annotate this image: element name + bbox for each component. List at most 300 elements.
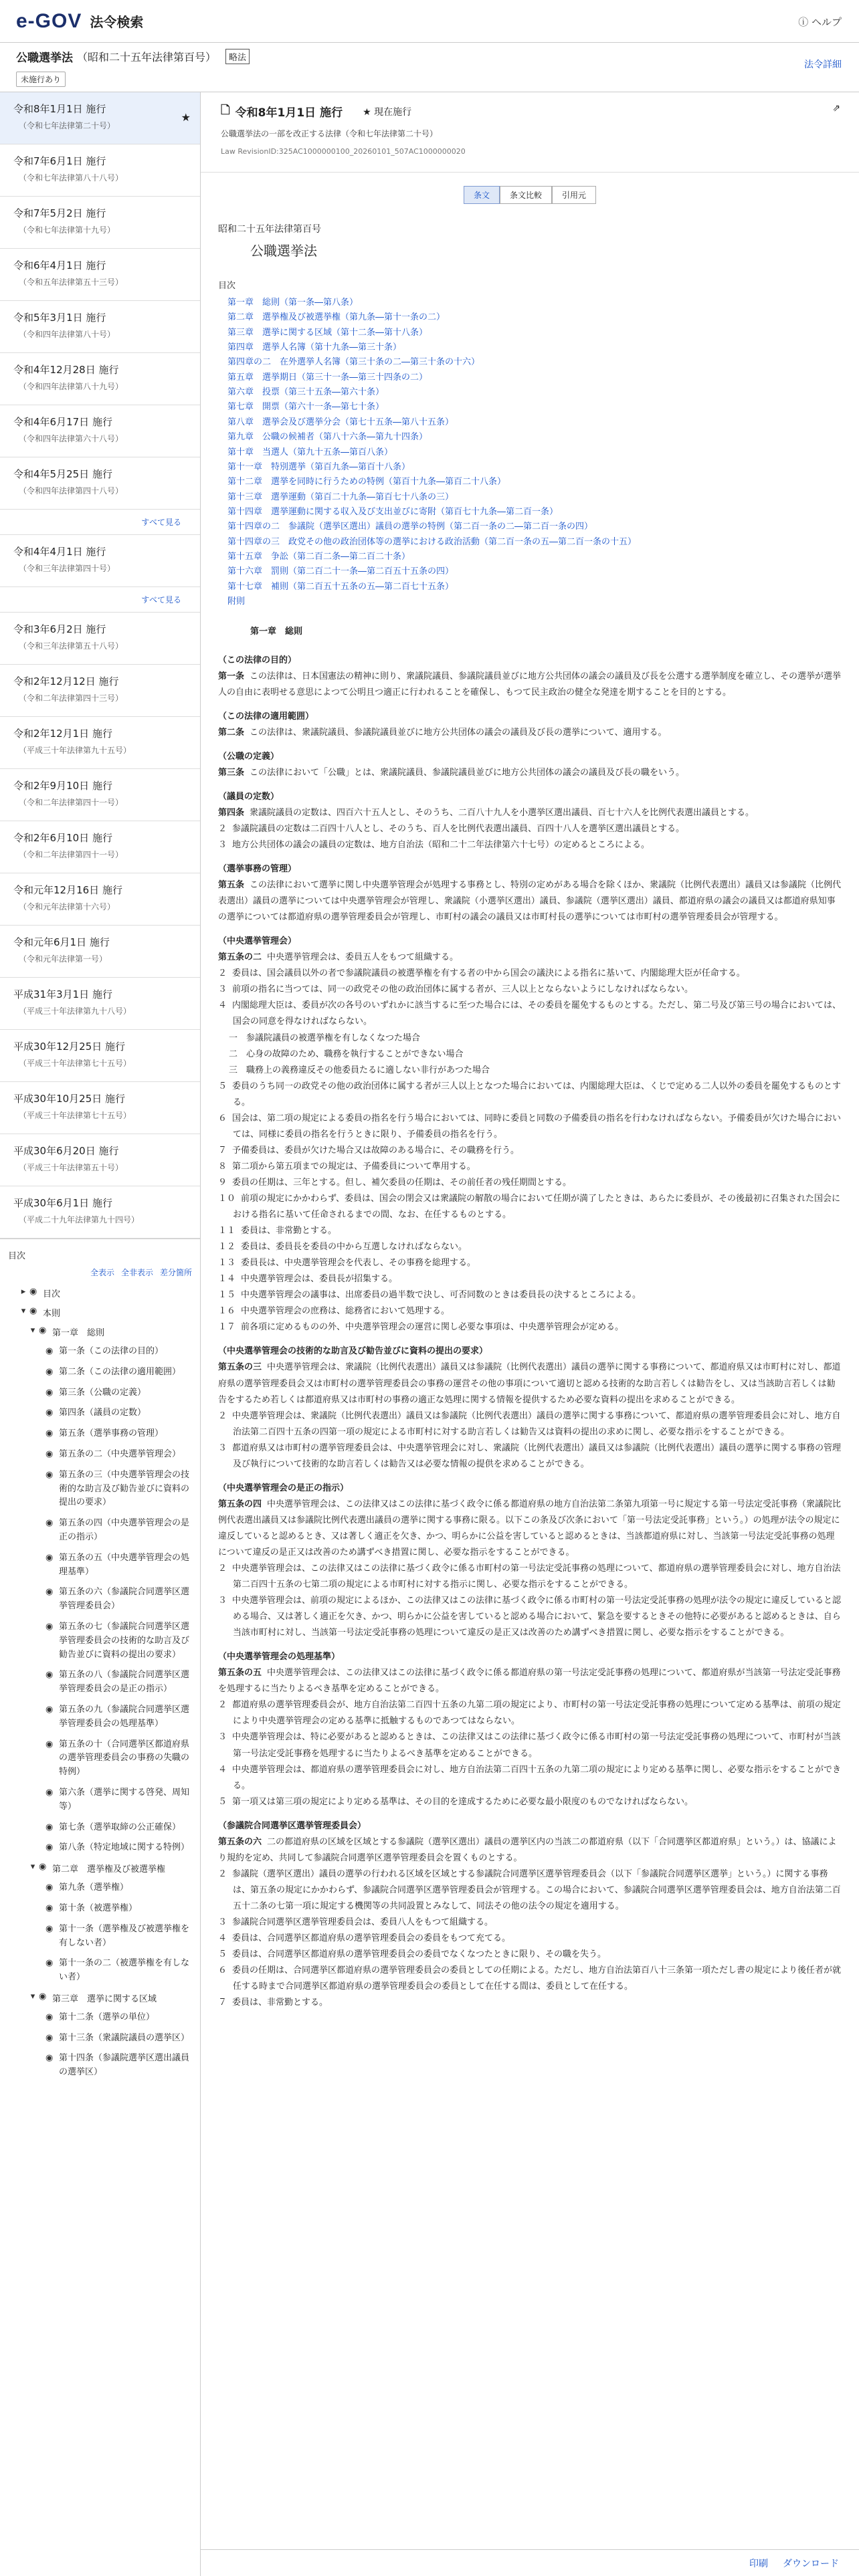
history-item[interactable] bbox=[0, 92, 200, 144]
paragraph bbox=[218, 1159, 842, 1175]
history-date: 令和元年12月16日 施行 bbox=[13, 884, 122, 896]
tab-cited[interactable]: 引用元 bbox=[552, 186, 596, 204]
paragraph-number: ４ bbox=[218, 1933, 227, 1944]
paragraph bbox=[218, 1697, 842, 1729]
item bbox=[218, 1047, 842, 1063]
history-law: （令和元年法律第一号） bbox=[19, 954, 108, 964]
history-date: 令和7年6月1日 施行 bbox=[13, 155, 106, 167]
eye-icon[interactable]: ◉ bbox=[39, 1325, 47, 1335]
paragraph-number: ３ bbox=[218, 1917, 227, 1927]
provision-text: 中央選挙管理会は、特に必要があると認めるときは、この法律又はこの法律に基づく政令に係る市町村の第一号法定受託事務の処理について、市町村が当該第一号法定受託事務を処理するに当たりよるべき基準を定めることができる。 bbox=[232, 1732, 841, 1759]
toc-link[interactable]: 第十章 当選人（第九十五条―第百八条） bbox=[227, 447, 393, 457]
eye-icon[interactable]: ◉ bbox=[45, 1883, 54, 1893]
help-link[interactable]: ⓘ ヘルプ bbox=[798, 16, 842, 28]
chevron-icon[interactable]: ▸ bbox=[21, 1287, 26, 1297]
article bbox=[218, 805, 842, 821]
history-law: （平成二十九年法律第九十四号） bbox=[19, 1215, 140, 1224]
provision-text: 参議院議員の定数は二百四十八人とし、そのうち、百人を比例代表選出議員、百四十八人を選挙区選出議員とする。 bbox=[232, 823, 685, 834]
history-item[interactable] bbox=[0, 353, 200, 405]
toc-tree-item[interactable] bbox=[8, 1403, 192, 1424]
item bbox=[218, 1031, 842, 1047]
paragraph bbox=[218, 966, 842, 982]
provision-text: 国会は、第二項の規定による委員の指名を行う場合においては、同時に委員と同数の予備委員の指名を行わなければならない。予備委員が欠けた場合においては、同様に委員の指名を行うときに限り、予備委員の指名を行う。 bbox=[232, 1113, 842, 1140]
toc-tree-label: 第一条（この法律の目的） bbox=[59, 1346, 164, 1356]
provision-text: この法律は、日本国憲法の精神に則り、衆議院議員、参議院議員並びに地方公共団体の議会の議員及び長を公選する選挙制度を確立し、その選挙が選挙人の自由に表明せる意思によつて公明且つ適正に行われることを確保し、もつて民主政治の健全な発達を期することを目的とする。 bbox=[218, 671, 842, 697]
history-law: （令和七年法律第八十八号） bbox=[19, 173, 124, 183]
toc-link[interactable]: 第四章 選挙人名簿（第十九条―第三十条） bbox=[227, 342, 402, 353]
paragraph-number: ７ bbox=[218, 1145, 227, 1156]
paragraph bbox=[218, 1287, 842, 1303]
revision-history-list bbox=[0, 92, 200, 1239]
document-icon: 🗋 bbox=[221, 104, 230, 117]
toc-tree-label: 第七条（選挙取締の公正確保） bbox=[59, 1822, 181, 1832]
law-title: 公職選挙法 bbox=[250, 242, 317, 259]
history-law: （令和四年法律第四十八号） bbox=[19, 486, 124, 496]
item-number: 三 bbox=[229, 1065, 238, 1075]
toc-tree-item[interactable] bbox=[8, 1953, 192, 1988]
toc-tree-item[interactable] bbox=[8, 1582, 192, 1617]
toc-tree-item[interactable] bbox=[8, 1735, 192, 1783]
toc-tree-label: 第十一条（選挙権及び被選挙権を有しない者） bbox=[59, 1923, 190, 1948]
eye-icon[interactable]: ◉ bbox=[45, 1448, 54, 1459]
article-caption: （参議院合同選挙区選挙管理委員会） bbox=[218, 1820, 367, 1831]
history-date: 平成30年12月25日 施行 bbox=[13, 1041, 126, 1053]
toc-tree-item[interactable] bbox=[8, 1858, 192, 1878]
law-toc bbox=[218, 278, 842, 610]
toc-tree-label: 第五条の九（参議院合同選挙区選挙管理委員会の処理基準） bbox=[59, 1704, 190, 1729]
eye-icon[interactable]: ◉ bbox=[45, 1387, 54, 1398]
toc-tree-item[interactable] bbox=[8, 1362, 192, 1383]
eye-icon[interactable]: ◉ bbox=[39, 1862, 47, 1872]
history-item[interactable] bbox=[0, 613, 200, 665]
history-date: 令和3年6月2日 施行 bbox=[13, 623, 106, 635]
history-item[interactable] bbox=[0, 665, 200, 717]
article-caption: （中央選挙管理会の是正の指示） bbox=[218, 1483, 349, 1493]
eye-icon[interactable]: ◉ bbox=[45, 1518, 54, 1529]
toc-link[interactable]: 第十二章 選挙を同時に行うための特例（第百十九条―第百二十八条） bbox=[227, 477, 506, 488]
eye-icon[interactable]: ◉ bbox=[45, 1552, 54, 1563]
history-item[interactable] bbox=[0, 717, 200, 769]
article-number: 第四条 bbox=[218, 807, 245, 818]
toc-link[interactable]: 第十四章の三 政党その他の政治団体等の選挙における政治活動（第二百一条の五―第二百一条の十五） bbox=[227, 536, 637, 547]
item-number: 一 bbox=[229, 1033, 238, 1043]
toc-tree-item[interactable] bbox=[8, 1513, 192, 1548]
toc-tree-label: 第四条（議員の定数） bbox=[59, 1408, 147, 1418]
article-number: 第五条 bbox=[218, 880, 245, 891]
paragraph-number: １０ bbox=[218, 1193, 236, 1204]
star-icon: ★ bbox=[181, 111, 191, 124]
current-date: 令和8年1月1日 施行 bbox=[235, 106, 343, 120]
history-item[interactable] bbox=[0, 873, 200, 926]
paragraph-number: ３ bbox=[218, 840, 227, 850]
toc-tree-label: 第五条の七（参議院合同選挙区選挙管理委員会の技術的な助言及び勧告並びに資料の提出の要求） bbox=[59, 1621, 190, 1660]
toc-tree-label: 第五条の四（中央選挙管理会の是正の指示） bbox=[59, 1518, 190, 1542]
paragraph-number: １４ bbox=[218, 1274, 236, 1285]
toc-tree-item[interactable] bbox=[8, 1383, 192, 1404]
toc-tree-label: 第五条の二（中央選挙管理会） bbox=[59, 1448, 181, 1459]
toc-tree-item[interactable] bbox=[8, 1988, 192, 2008]
paragraph bbox=[218, 982, 842, 998]
toc-tree-label: 第十四条（参議院選挙区選出議員の選挙区） bbox=[59, 2053, 190, 2078]
provision-text: 中央選挙管理会は、委員長が招集する。 bbox=[241, 1274, 398, 1285]
paragraph-number: ７ bbox=[218, 1998, 227, 2008]
history-item[interactable] bbox=[0, 457, 200, 510]
toc-tree-item[interactable] bbox=[8, 1878, 192, 1899]
toc-panel bbox=[0, 1239, 200, 2092]
eye-icon[interactable]: ◉ bbox=[45, 2032, 54, 2043]
toc-link[interactable]: 第七章 開票（第六十一条―第七十条） bbox=[227, 402, 385, 413]
diff-link[interactable]: 差分箇所 bbox=[159, 1268, 192, 1277]
provision-text: 前各項に定めるものの外、中央選挙管理会の運営に関し必要な事項は、中央選挙管理会が定める。 bbox=[241, 1322, 624, 1333]
history-item[interactable] bbox=[0, 144, 200, 197]
eye-icon[interactable]: ◉ bbox=[29, 1287, 37, 1297]
paragraph-number: ２ bbox=[218, 823, 227, 834]
provision-text: 地方公共団体の議会の議員の定数は、地方自治法（昭和二十二年法律第六十七号）の定めるところによる。 bbox=[232, 840, 650, 850]
amending-law: 公職選挙法の一部を改正する法律（令和七年法律第二十号） bbox=[221, 129, 438, 138]
provision-text: 内閣総理大臣は、委員が次の各号のいずれかに該当するに至つた場合には、その委員を罷免するものとする。ただし、第二号及び第三号の場合においては、国会の同意を得なければならない。 bbox=[232, 1000, 842, 1027]
history-date: 令和2年12月1日 施行 bbox=[13, 728, 112, 740]
paragraph bbox=[218, 1303, 842, 1319]
history-law: （令和三年法律第四十号） bbox=[19, 564, 116, 573]
history-law: （令和三年法律第五十八号） bbox=[19, 641, 124, 651]
provision-text: 委員は、非常勤とする。 bbox=[241, 1226, 337, 1237]
paragraph-number: ２ bbox=[218, 968, 227, 979]
paragraph bbox=[218, 1111, 842, 1143]
paragraph-number: ２ bbox=[218, 1410, 227, 1421]
toc-tree-label: 第三章 選挙に関する区域 bbox=[52, 1994, 157, 2004]
law-number-line: 昭和二十五年法律第百号 bbox=[218, 224, 321, 235]
provision-text: 参議院議員の被選挙権を有しなくなつた場合 bbox=[246, 1033, 421, 1043]
toc-tree-label: 第五条の八（参議院合同選挙区選挙管理委員会の是正の指示） bbox=[59, 1670, 190, 1695]
eye-icon[interactable]: ◉ bbox=[45, 2012, 54, 2022]
paragraph bbox=[218, 837, 842, 853]
toc-link[interactable]: 第九章 公職の候補者（第八十六条―第九十四条） bbox=[227, 432, 428, 443]
paragraph-number: １２ bbox=[218, 1242, 236, 1253]
eye-icon[interactable]: ◉ bbox=[45, 1587, 54, 1598]
history-date: 令和2年6月10日 施行 bbox=[13, 832, 112, 844]
history-date: 令和2年12月12日 施行 bbox=[13, 675, 119, 687]
eye-icon[interactable]: ◉ bbox=[39, 1991, 47, 2002]
eye-icon[interactable]: ◉ bbox=[45, 1822, 54, 1832]
eye-icon[interactable]: ◉ bbox=[45, 1621, 54, 1632]
provision-text: 衆議院議員の定数は、四百六十五人とし、そのうち、二百八十九人を小選挙区選出議員、百七十六人を比例代表選出議員とする。 bbox=[250, 807, 755, 818]
download-button[interactable]: ダウンロード bbox=[783, 2558, 839, 2569]
history-date: 平成30年10月25日 施行 bbox=[13, 1093, 126, 1105]
history-date: 令和2年9月10日 施行 bbox=[13, 780, 112, 792]
paragraph-number: １１ bbox=[218, 1226, 236, 1237]
eye-icon[interactable]: ◉ bbox=[45, 1787, 54, 1798]
paragraph-number: ９ bbox=[218, 1177, 227, 1188]
chevron-icon[interactable]: ▾ bbox=[21, 1306, 26, 1316]
toc-tree-item[interactable] bbox=[8, 1919, 192, 1954]
paragraph bbox=[218, 1915, 842, 1931]
toc-link[interactable]: 附則 bbox=[227, 597, 246, 607]
toc-tree-item[interactable] bbox=[8, 2028, 192, 2049]
provision-text: 予備委員は、委員が欠けた場合又は故障のある場合に、その職務を行う。 bbox=[232, 1145, 520, 1156]
article-caption: （中央選挙管理会） bbox=[218, 936, 297, 947]
status-badge: 未施行あり bbox=[16, 72, 66, 87]
article-caption: （選挙事務の管理） bbox=[218, 864, 297, 875]
paragraph bbox=[218, 1440, 842, 1473]
toc-tree-item[interactable] bbox=[8, 1548, 192, 1583]
law-number: （昭和二十五年法律第百号） bbox=[77, 51, 217, 64]
toc-tree-label: 第二条（この法律の適用範囲） bbox=[59, 1366, 181, 1377]
toc-tree-label: 第十一条の二（被選挙権を有しない者） bbox=[59, 1958, 190, 1983]
current-version-header bbox=[201, 92, 859, 173]
eye-icon[interactable]: ◉ bbox=[45, 1408, 54, 1418]
paragraph bbox=[218, 1561, 842, 1593]
show-more-link[interactable]: すべて見る bbox=[0, 510, 200, 535]
law-toc-label: 目次 bbox=[218, 280, 236, 291]
toc-tree-label: 第二章 選挙権及び被選挙権 bbox=[52, 1864, 166, 1875]
article bbox=[218, 725, 842, 741]
provision-text: 中央選挙管理会は、衆議院（比例代表選出）議員又は参議院（比例代表選出）議員の選挙に関する事務について、都道府県又は市町村に対し、都道府県の選挙管理委員会又は市町村の選挙管理委員会の事務の運営その他の事項について適切と認める技術的な助言若しくは勧告をし、又は当該助言若しくは勧告をするため若しくは都道府県又は市町村の事務の適正な処理に関する情報を提供するため必要な資料の提出を求めることができる。 bbox=[218, 1362, 841, 1405]
paragraph bbox=[218, 1963, 842, 1995]
toc-link[interactable]: 第十七章 補則（第二百五十五条の五―第二百七十五条） bbox=[227, 581, 454, 592]
history-law: （令和四年法律第八十号） bbox=[19, 330, 116, 339]
history-item[interactable] bbox=[0, 769, 200, 821]
toc-tree-item[interactable] bbox=[8, 1783, 192, 1818]
toc-tree-label: 第十条（被選挙権） bbox=[59, 1903, 138, 1913]
paragraph bbox=[218, 1319, 842, 1335]
toc-tree-label: 目次 bbox=[43, 1289, 61, 1299]
history-law: （平成三十年法律第七十五号） bbox=[19, 1111, 132, 1120]
toc-tree-item[interactable] bbox=[8, 1818, 192, 1838]
egov-logo[interactable]: e-GOV bbox=[16, 9, 82, 32]
toc-tree-item[interactable] bbox=[8, 1465, 192, 1513]
provision-text: 委員は、合同選挙区都道府県の選挙管理委員会の委員でなくなつたときに限り、その職を失う。 bbox=[232, 1949, 607, 1960]
toc-tree-item[interactable] bbox=[8, 2048, 192, 2083]
chevron-icon[interactable]: ▾ bbox=[30, 1325, 35, 1335]
toc-tree-item[interactable] bbox=[8, 2008, 192, 2028]
paragraph-number: ５ bbox=[218, 1081, 227, 1091]
eye-icon[interactable]: ◉ bbox=[45, 1366, 54, 1377]
print-button[interactable]: 印刷 bbox=[749, 2558, 768, 2569]
toc-tree-item[interactable] bbox=[8, 1341, 192, 1362]
article-number: 第一条 bbox=[218, 671, 245, 681]
paragraph bbox=[218, 1762, 842, 1794]
article-number: 第二条 bbox=[218, 727, 245, 738]
history-law: （令和二年法律第四十三号） bbox=[19, 693, 124, 703]
main-content bbox=[201, 92, 859, 2576]
provision-text: 中央選挙管理会は、この法律又はこの法律に基づく政令に係る都道府県の地方自治法第二条第九項第一号に規定する第一号法定受託事務（衆議院比例代表選出議員又は参議院比例代表選出議員の選挙に関する事務に限る。以下この条及び次条において「第一号法定受託事務」という。）の処理が法令の規定に違反していると認めるとき、又は著しく適正を欠き、かつ、明らかに公益を害していると認めるときは、当該都道府県に対し、当該第一号法定受託事務の処理について違反の是正又は改善のため講ずべき措置に関し、必要な指示をすることができる。 bbox=[218, 1499, 842, 1558]
paragraph-number: ２ bbox=[218, 1564, 227, 1574]
history-law: （平成三十年法律第七十五号） bbox=[19, 1059, 132, 1068]
history-item[interactable] bbox=[0, 1134, 200, 1186]
external-link-icon[interactable]: ⇗ bbox=[832, 103, 840, 114]
history-date: 令和元年6月1日 施行 bbox=[13, 936, 110, 948]
page-title: 公職選挙法 bbox=[16, 51, 73, 65]
provision-text: 委員の任期は、合同選挙区都道府県の選挙管理委員会の委員としての任期による。ただし、地方自治法第百八十三条第一項ただし書の規定により後任者が就任する時まで合同選挙区都道府県の選挙管理委員会の委員として在任する間は、委員として在任する。 bbox=[232, 1965, 842, 1992]
eye-icon[interactable]: ◉ bbox=[45, 1346, 54, 1356]
toc-tree-item[interactable] bbox=[8, 1303, 192, 1322]
service-name: 法令検索 bbox=[90, 14, 144, 30]
history-law: （平成三十年法律第九十五号） bbox=[19, 746, 132, 755]
paragraph-number: ２ bbox=[218, 1700, 227, 1711]
item bbox=[218, 1063, 842, 1079]
paragraph bbox=[218, 1079, 842, 1111]
article bbox=[218, 1665, 842, 1697]
law-body bbox=[201, 221, 859, 2011]
paragraph-number: ３ bbox=[218, 984, 227, 995]
eye-icon[interactable]: ◉ bbox=[45, 2053, 54, 2064]
toc-link[interactable]: 第四章の二 在外選挙人名簿（第三十条の二―第三十条の十六） bbox=[227, 357, 480, 368]
history-law: （令和四年法律第八十九号） bbox=[19, 382, 124, 391]
history-item[interactable] bbox=[0, 926, 200, 978]
law-header bbox=[0, 43, 859, 92]
toc-tree-item[interactable] bbox=[8, 1424, 192, 1444]
history-item[interactable] bbox=[0, 1186, 200, 1239]
toc-link[interactable]: 第二章 選挙権及び被選挙権（第九条―第十一条の二） bbox=[227, 312, 446, 323]
chevron-icon[interactable]: ▾ bbox=[30, 1991, 35, 2002]
paragraph bbox=[218, 1866, 842, 1915]
eye-icon[interactable]: ◉ bbox=[29, 1306, 37, 1316]
provision-text: 職務上の義務違反その他委員たるに適しない非行があつた場合 bbox=[246, 1065, 490, 1075]
provision-text: 中央選挙管理会は、前項の規定によるほか、この法律又はこの法律に基づく政令に係る市町村の第一号法定受託事務の処理が法令の規定に違反していると認める場合、又は著しく適正を欠き、かつ、明らかに公益を害していると認める場合において、緊急を要するときその他特に必要があると認めるときは、自ら当該市町村に対し、当該第一号法定受託事務の処理について違反の是正又は改善のため講ずべき措置に関し、必要な指示をすることができる。 bbox=[232, 1596, 842, 1638]
toc-tree-item[interactable] bbox=[8, 1283, 192, 1303]
history-law: （令和七年法律第十九号） bbox=[19, 225, 116, 235]
toc-link[interactable]: 第六章 投票（第三十五条―第六十条） bbox=[227, 387, 385, 398]
history-date: 令和4年5月25日 施行 bbox=[13, 468, 112, 480]
toc-link[interactable]: 第八章 選挙会及び選挙分会（第七十五条―第八十五条） bbox=[227, 417, 454, 427]
paragraph-number: ４ bbox=[218, 1000, 227, 1011]
history-item[interactable] bbox=[0, 405, 200, 457]
eye-icon[interactable]: ◉ bbox=[45, 1903, 54, 1913]
paragraph-number: １６ bbox=[218, 1306, 236, 1317]
paragraph bbox=[218, 821, 842, 837]
article bbox=[218, 950, 842, 966]
eye-icon[interactable]: ◉ bbox=[45, 1428, 54, 1439]
tab-text[interactable]: 条文 bbox=[464, 186, 500, 204]
current-status: 現在施行 bbox=[374, 106, 412, 118]
abbreviation-badge[interactable]: 略法 bbox=[225, 49, 250, 64]
provision-text: 第一項又は第三項の規定により定める基準は、その目的を達成するために必要な最小限度のものでなければならない。 bbox=[232, 1796, 694, 1807]
provision-text: 委員のうち同一の政党その他の政治団体に属する者が三人以上となつた場合においては、内閣総理大臣は、くじで定める二人以外の委員を罷免するものとする。 bbox=[232, 1081, 842, 1107]
paragraph bbox=[218, 1931, 842, 1947]
toc-link[interactable]: 第十四章の二 参議院（選挙区選出）議員の選挙の特例（第二百一条の二―第二百一条の四） bbox=[227, 522, 593, 532]
provision-text: 委員長は、中央選挙管理会を代表し、その事務を総理する。 bbox=[241, 1258, 476, 1269]
toc-tree-label: 第五条の五（中央選挙管理会の処理基準） bbox=[59, 1552, 190, 1577]
paragraph bbox=[218, 1271, 842, 1287]
history-date: 平成30年6月20日 施行 bbox=[13, 1145, 119, 1157]
paragraph-number: ３ bbox=[218, 1732, 227, 1743]
history-law: （令和元年法律第十六号） bbox=[19, 902, 116, 911]
history-date: 令和4年6月17日 施行 bbox=[13, 416, 112, 428]
article bbox=[218, 1834, 842, 1866]
paragraph-number: ３ bbox=[218, 1596, 227, 1606]
paragraph-number: ５ bbox=[218, 1949, 227, 1960]
chapter-heading: 第一章 総則 bbox=[250, 627, 303, 637]
provision-text: 委員は、国会議員以外の者で参議院議員の被選挙権を有する者の中から国会の議決による指名に基いて、内閣総理大臣が任命する。 bbox=[232, 968, 745, 979]
eye-icon[interactable]: ◉ bbox=[45, 1842, 54, 1853]
toc-tree-item[interactable] bbox=[8, 1322, 192, 1341]
paragraph bbox=[218, 1255, 842, 1271]
eye-icon[interactable]: ◉ bbox=[45, 1469, 54, 1480]
toc-tree-item[interactable] bbox=[8, 1665, 192, 1700]
toc-tree-item[interactable] bbox=[8, 1700, 192, 1735]
provision-text: 委員は、合同選挙区都道府県の選挙管理委員会の委員をもつて充てる。 bbox=[232, 1933, 511, 1944]
toc-tree-item[interactable] bbox=[8, 1617, 192, 1665]
history-item[interactable] bbox=[0, 301, 200, 353]
toc-link[interactable]: 第十三章 選挙運動（第百二十九条―第百七十八条の三） bbox=[227, 492, 454, 502]
show-all-link[interactable]: 全表示 bbox=[90, 1268, 114, 1277]
history-item[interactable] bbox=[0, 978, 200, 1030]
history-item[interactable] bbox=[0, 821, 200, 873]
article-number: 第五条の四 bbox=[218, 1499, 262, 1509]
paragraph bbox=[218, 998, 842, 1030]
paragraph bbox=[218, 1239, 842, 1255]
eye-icon[interactable]: ◉ bbox=[45, 1958, 54, 1969]
provision-text: 都道府県の選挙管理委員会が、地方自治法第二百四十五条の九第二項の規定により、市町村の第一号法定受託事務の処理について定める基準は、前項の規定により中央選挙管理会の定める基準に抵触するものであつてはならない。 bbox=[232, 1700, 841, 1727]
eye-icon[interactable]: ◉ bbox=[45, 1670, 54, 1681]
provision-text: 中央選挙管理会の庶務は、総務省において処理する。 bbox=[241, 1306, 450, 1317]
hide-all-link[interactable]: 全非表示 bbox=[120, 1268, 153, 1277]
view-tabs bbox=[201, 186, 859, 204]
paragraph bbox=[218, 1191, 842, 1223]
paragraph-number: ６ bbox=[218, 1113, 227, 1123]
article-number: 第三条 bbox=[218, 767, 245, 778]
history-item[interactable] bbox=[0, 1030, 200, 1082]
eye-icon[interactable]: ◉ bbox=[45, 1923, 54, 1934]
article-caption: （公職の定義） bbox=[218, 751, 280, 762]
article bbox=[218, 1497, 842, 1561]
provision-text: 参議院合同選挙区選挙管理委員会は、委員八人をもつて組織する。 bbox=[232, 1917, 494, 1927]
law-detail-link[interactable]: 法令詳細 bbox=[804, 60, 842, 70]
history-date: 令和4年12月28日 施行 bbox=[13, 364, 119, 376]
provision-text: 中央選挙管理会は、都道府県の選挙管理委員会に対し、地方自治法第二百四十五条の九第二項の規定により定める基準に関し、必要な指示をすることができる。 bbox=[232, 1764, 842, 1791]
toc-link[interactable]: 第十四章 選挙運動に関する収入及び支出並びに寄附（第百七十九条―第二百一条） bbox=[227, 506, 559, 517]
paragraph-number: ８ bbox=[218, 1161, 227, 1172]
tab-compare[interactable]: 条文比較 bbox=[500, 186, 552, 204]
toc-link[interactable]: 第一章 総則（第一条―第八条） bbox=[227, 297, 359, 308]
history-law: （平成三十年法律第九十八号） bbox=[19, 1006, 132, 1016]
provision-text: 中央選挙管理会は、この法律又はこの法律に基づく政令に係る都道府県の第一号法定受託事務の処理について、都道府県が当該第一号法定受託事務を処理するに当たりよるべき基準を定めることができる。 bbox=[218, 1668, 841, 1695]
paragraph-number: ２ bbox=[218, 1868, 227, 1879]
toc-tree-label: 第五条の十（合同選挙区都道府県の選挙管理委員会の事務の失職の特例） bbox=[59, 1739, 190, 1778]
paragraph bbox=[218, 1175, 842, 1191]
eye-icon[interactable]: ◉ bbox=[45, 1704, 54, 1715]
toc-tree-label: 本則 bbox=[43, 1309, 61, 1319]
item-number: 二 bbox=[229, 1049, 238, 1059]
toc-link[interactable]: 第三章 選挙に関する区域（第十二条―第十八条） bbox=[227, 327, 428, 338]
paragraph-number: １５ bbox=[218, 1290, 236, 1301]
toc-tree-label: 第五条の六（参議院合同選挙区選挙管理委員会） bbox=[59, 1587, 190, 1612]
show-more-link[interactable]: すべて見る bbox=[0, 587, 200, 613]
article-caption: （議員の定数） bbox=[218, 791, 280, 802]
chevron-icon[interactable]: ▾ bbox=[30, 1862, 35, 1872]
history-item[interactable] bbox=[0, 1082, 200, 1134]
toc-tree-label: 第六条（選挙に関する啓発、周知等） bbox=[59, 1787, 190, 1812]
toc-link[interactable]: 第五章 選挙期日（第三十一条―第三十四条の二） bbox=[227, 372, 428, 383]
provision-text: 前項の規定にかかわらず、委員は、国会の閉会又は衆議院の解散の場合において任期が満了したときは、あらたに委員が、その後最初に召集された国会における指名に基いて任命されるまでの間、なお、在任するものとする。 bbox=[233, 1193, 840, 1220]
toc-tree-item[interactable] bbox=[8, 1444, 192, 1465]
history-item[interactable] bbox=[0, 535, 200, 587]
history-item[interactable] bbox=[0, 197, 200, 249]
eye-icon[interactable]: ◉ bbox=[45, 1739, 54, 1749]
article-number: 第五条の五 bbox=[218, 1668, 262, 1679]
article-caption: （中央選挙管理会の処理基準） bbox=[218, 1652, 341, 1662]
toc-link[interactable]: 第十五章 争訟（第二百二条―第二百二十条） bbox=[227, 552, 411, 562]
provision-text: 心身の故障のため、職務を執行することができない場合 bbox=[246, 1049, 464, 1059]
toc-link[interactable]: 第十一章 特別選挙（第百九条―第百十八条） bbox=[227, 461, 411, 472]
star-icon: ★ bbox=[363, 106, 375, 118]
toc-tree-item[interactable] bbox=[8, 1899, 192, 1919]
provision-text: 中央選挙管理会は、この法律又はこの法律に基づく政令に係る市町村の第一号法定受託事務の処理について、都道府県の選挙管理委員会に対し、地方自治法第二百四十五条の七第二項の規定による市町村に対する指示に関し、必要な指示をすることができる。 bbox=[232, 1564, 841, 1590]
toc-tree-item[interactable] bbox=[8, 1838, 192, 1858]
provision-text: 中央選挙管理会の議事は、出席委員の過半数で決し、可否同数のときは委員長の決するところによる。 bbox=[241, 1290, 642, 1301]
history-item[interactable] bbox=[0, 249, 200, 301]
toc-link[interactable]: 第十六章 罰則（第二百二十一条―第二百五十五条の四） bbox=[227, 566, 454, 577]
